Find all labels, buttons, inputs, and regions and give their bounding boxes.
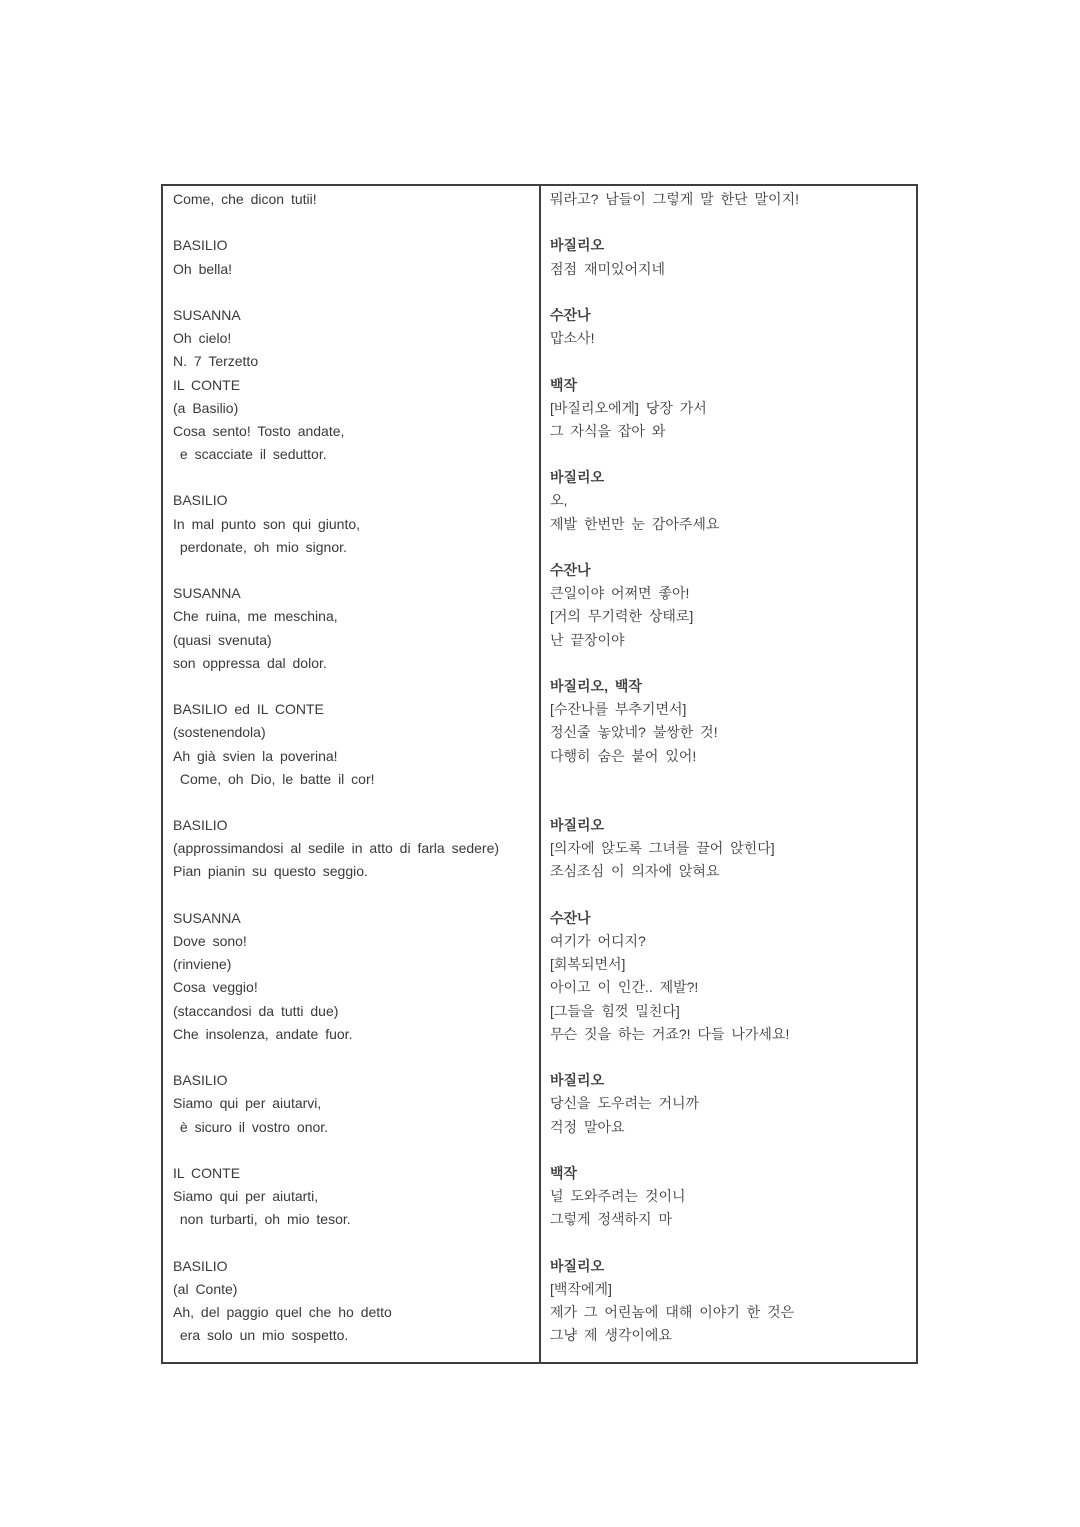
dialogue-line: In mal punto son qui giunto, — [173, 515, 361, 532]
dialogue-line: 널 도와주려는 것이니 — [550, 1188, 686, 1205]
dialogue-line: 뭐라고? 남들이 그렇게 말 한단 말이지! — [550, 191, 799, 207]
dialogue-line: Oh bella! — [173, 260, 233, 277]
dialogue-line: Siamo qui per aiutarti, — [173, 1188, 319, 1205]
dialogue-line: Ah, del paggio quel che ho detto — [173, 1304, 392, 1320]
speaker-name: BASILIO — [173, 1257, 228, 1274]
dialogue-line: 오, — [550, 492, 568, 509]
speaker-name: 바질리오 — [550, 469, 605, 486]
stage-direction: (staccandosi da tutti due) — [173, 1002, 339, 1019]
dialogue-line: Come, che dicon tutii! — [173, 191, 317, 207]
blank-line — [173, 1139, 533, 1162]
dialogue-line: era solo un mio sospetto. — [173, 1327, 349, 1344]
libretto-table — [161, 184, 918, 1364]
stage-direction: (al Conte) — [173, 1280, 238, 1297]
dialogue-line: 맙소사! — [550, 330, 595, 347]
dialogue-line: 그 자식을 잡아 와 — [550, 422, 666, 439]
dialogue-line: 다행히 숨은 붙어 있어! — [550, 747, 697, 764]
blank-line — [550, 211, 910, 234]
blank-line — [173, 675, 533, 698]
stage-direction: [거의 무기력한 상태로] — [550, 608, 694, 625]
blank-line — [550, 281, 910, 304]
dialogue-line: 걱정 말아요 — [550, 1118, 625, 1135]
speaker-name: 백작 — [550, 376, 578, 393]
stage-direction: [의자에 앉도록 그녀를 끌어 앉힌다] — [550, 840, 775, 857]
blank-line — [173, 1231, 533, 1254]
blank-line — [550, 1139, 910, 1162]
dialogue-line: 큰일이야 어쩌면 좋아! — [550, 585, 690, 602]
stage-direction: [회복되면서] — [550, 956, 626, 973]
speaker-name: IL CONTE — [173, 376, 241, 393]
blank-line — [550, 652, 910, 675]
blank-line — [173, 211, 533, 234]
stage-direction: (sostenendola) — [173, 724, 266, 741]
dialogue-line: perdonate, oh mio signor. — [173, 538, 347, 555]
blank-line — [173, 791, 533, 814]
dialogue-line: 당신을 도우려는 거니까 — [550, 1095, 700, 1112]
dialogue-line: Cosa veggio! — [173, 979, 258, 996]
dialogue-line: Dove sono! — [173, 933, 247, 949]
dialogue-line: Cosa sento! Tosto andate, — [173, 422, 345, 439]
dialogue-line: 난 끝장이야 — [550, 631, 625, 648]
speaker-name: 바질리오 — [550, 1072, 605, 1089]
dialogue-line: N. 7 Terzetto — [173, 353, 259, 370]
dialogue-line: Che ruina, me meschina, — [173, 608, 338, 625]
speaker-name: 바질리오 — [550, 1257, 605, 1274]
speaker-name: 수잔나 — [550, 562, 591, 578]
korean-translation-column — [541, 186, 916, 1362]
blank-line — [173, 559, 533, 582]
speaker-name: SUSANNA — [173, 909, 241, 926]
blank-line — [550, 443, 910, 466]
dialogue-line: 아이고 이 인간.. 제발?! — [550, 979, 699, 996]
blank-line — [173, 466, 533, 489]
speaker-name: BASILIO — [173, 237, 228, 254]
dialogue-line: [바질리오에게] 당장 가서 — [550, 399, 707, 416]
speaker-name: 수잔나 — [550, 909, 591, 926]
blank-line — [550, 350, 910, 373]
blank-line — [550, 768, 910, 791]
blank-line — [173, 884, 533, 907]
speaker-name: 바질리오 — [550, 237, 605, 254]
speaker-name: BASILIO — [173, 1072, 228, 1089]
speaker-name: SUSANNA — [173, 306, 241, 323]
dialogue-line: non turbarti, oh mio tesor. — [173, 1211, 351, 1228]
blank-line — [173, 281, 533, 304]
stage-direction: [수잔나를 부추기면서] — [550, 701, 687, 718]
italian-text-column — [163, 186, 541, 1362]
stage-direction: (a Basilio) — [173, 399, 239, 416]
blank-line — [550, 884, 910, 907]
speaker-name: 바질리오, 백작 — [550, 677, 642, 694]
blank-line — [173, 1046, 533, 1069]
dialogue-line: Come, oh Dio, le batte il cor! — [173, 770, 375, 787]
dialogue-line: Che insolenza, andate fuor. — [173, 1025, 353, 1042]
dialogue-line: è sicuro il vostro onor. — [173, 1118, 329, 1135]
speaker-name: 수잔나 — [550, 306, 591, 323]
speaker-name: BASILIO — [173, 492, 228, 509]
dialogue-line: 그냥 제 생각이에요 — [550, 1327, 672, 1344]
dialogue-line: 여기가 어디지? — [550, 933, 646, 949]
stage-direction: (approssimandosi al sedile in atto di farla sedere) — [173, 840, 500, 857]
dialogue-line: 무슨 짓을 하는 거죠?! 다들 나가세요! — [550, 1025, 790, 1042]
dialogue-line: 제발 한번만 눈 감아주세요 — [550, 515, 720, 532]
speaker-name: IL CONTE — [173, 1164, 241, 1181]
dialogue-line: Pian pianin su questo seggio. — [173, 863, 368, 880]
blank-line — [550, 1231, 910, 1254]
stage-direction: [그들을 힘껏 밀친다] — [550, 1002, 680, 1019]
speaker-name: BASILIO — [173, 817, 228, 834]
dialogue-line: 점점 재미있어지네 — [550, 260, 666, 277]
dialogue-line: Siamo qui per aiutarvi, — [173, 1095, 322, 1112]
blank-line — [550, 791, 910, 814]
blank-line — [550, 536, 910, 559]
speaker-name: 백작 — [550, 1164, 578, 1181]
speaker-name: BASILIO ed IL CONTE — [173, 701, 324, 718]
dialogue-line: 정신줄 놓았네? 불쌍한 것! — [550, 724, 718, 741]
speaker-name: 바질리오 — [550, 817, 605, 834]
stage-direction: (quasi svenuta) — [173, 631, 272, 648]
dialogue-line: son oppressa dal dolor. — [173, 654, 327, 671]
dialogue-line: 그렇게 정색하지 마 — [550, 1211, 672, 1228]
speaker-name: SUSANNA — [173, 585, 241, 602]
dialogue-line: 조심조심 이 의자에 앉혀요 — [550, 863, 720, 880]
dialogue-line: Ah già svien la poverina! — [173, 747, 338, 764]
stage-direction: [백작에게] — [550, 1280, 612, 1297]
dialogue-line: Oh cielo! — [173, 330, 232, 347]
stage-direction: (rinviene) — [173, 956, 232, 973]
dialogue-line: e scacciate il seduttor. — [173, 446, 327, 463]
dialogue-line: 제가 그 어린놈에 대해 이야기 한 것은 — [550, 1304, 795, 1320]
blank-line — [550, 1046, 910, 1069]
